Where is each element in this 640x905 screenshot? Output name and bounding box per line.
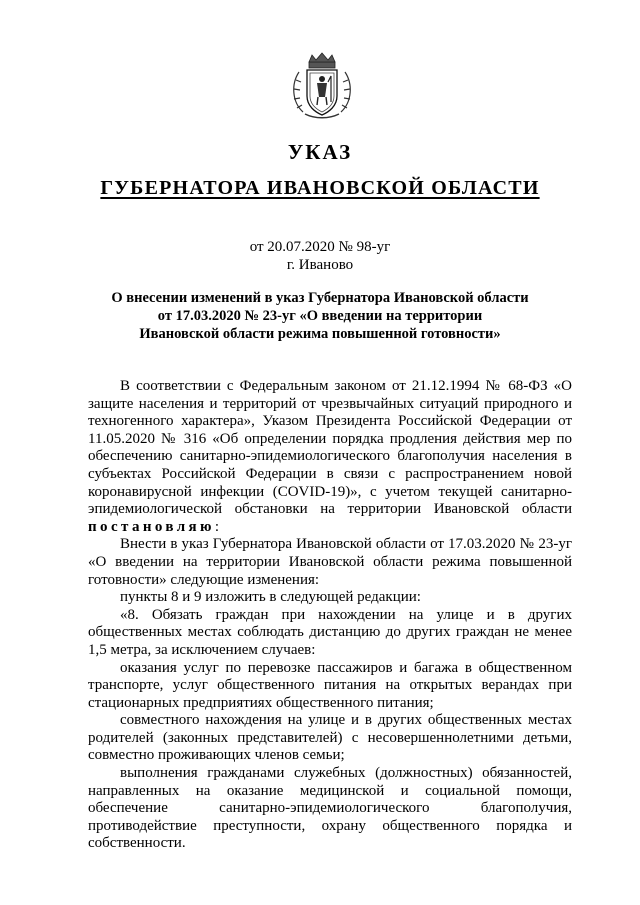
city: г. Иваново — [286, 257, 354, 273]
paragraph-item-8: «8. Обязать граждан при нахождении на улице и в других общественных местах соблюдать дистанцию до других граждан не менее 1,5 метра, за исключением случаев: — [88, 606, 572, 658]
issuer-line: ГУБЕРНАТОРА ИВАНОВСКОЙ ОБЛАСТИ — [100, 177, 540, 199]
document-subtitle — [0, 177, 640, 200]
decree-word: постановляю — [88, 518, 215, 535]
paragraph-exception: выполнения гражданами служебных (должностных) обязанностей, направленных на оказание медицинской и социальной помощи, обеспечение санитарно-эпидемиологического благополучия, противодействие преступности, охрану общественного порядка и собственности. — [88, 765, 572, 852]
paragraph-points: пункты 8 и 9 изложить в следующей редакции: — [120, 589, 421, 606]
document-title: УКАЗ — [287, 140, 353, 164]
subject-line: от 17.03.2020 № 23-уг «О введении на территории — [157, 308, 483, 324]
document-body — [88, 378, 572, 853]
date-number: от 20.07.2020 № 98-уг — [249, 239, 391, 255]
subject-line: О внесении изменений в указ Губернатора Ивановской области — [111, 290, 529, 306]
paragraph-basis — [88, 378, 572, 536]
paragraph-amend: Внести в указ Губернатора Ивановской области от 17.03.2020 № 23-уг «О введении на территории Ивановской области режима повышенной готовности» следующие изменения: — [88, 536, 572, 588]
coat-of-arms-icon — [287, 52, 357, 122]
subject-line: Ивановской области режима повышенной готовности» — [139, 326, 501, 342]
subject-heading — [88, 289, 552, 343]
paragraph-punctuation: : — [214, 518, 220, 535]
paragraph-exception: совместного нахождения на улице и в других общественных местах родителей (законных представителей) с несовершеннолетними детьми, совместно проживающих членов семьи; — [88, 712, 572, 764]
paragraph-exception: оказания услуг по перевозке пассажиров и багажа в общественном транспорте, услуг общественного питания на открытых верандах при стационарных предприятиях общественного питания; — [88, 659, 572, 711]
paragraph-text: В соответствии с Федеральным законом от 21.12.1994 № 68-ФЗ «О защите населения и территорий от чрезвычайных ситуаций природного и техногенного характера», Указом Президента Российской Федерации от 11.05.2020 № 316 «Об определении порядка продления действия мер по обеспечению санитарно-эпидемиологического благополучия населения в субъектах Российской Федерации в связи с распространением новой коронавирусной инфекции (COVID-19)», с учетом текущей санитарно-эпидемиологической обстановки на территории Ивановской области — [88, 378, 572, 518]
